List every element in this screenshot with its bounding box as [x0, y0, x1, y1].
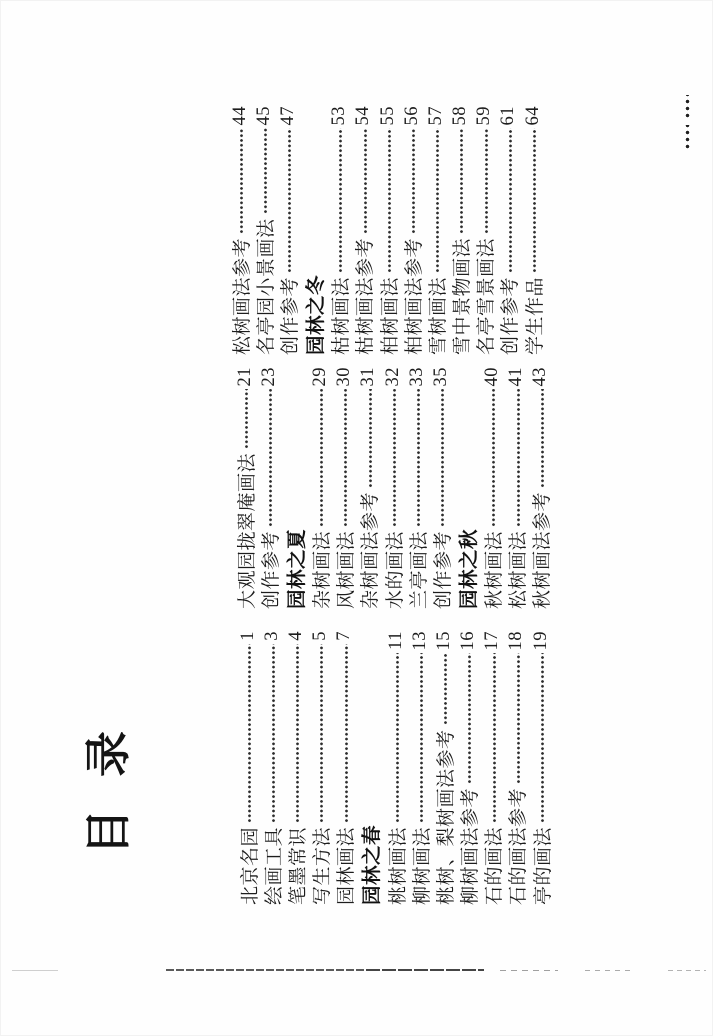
- toc-entry: [521, 106, 545, 355]
- leader-dots: [233, 390, 257, 449]
- toc-entry-label: 写生方法: [312, 826, 334, 905]
- toc-entry: [481, 631, 505, 905]
- toc-entry-page-number: 1: [237, 631, 258, 641]
- toc-entry-page-number: 35: [430, 367, 451, 387]
- toc-entry-page-number: 64: [522, 106, 543, 126]
- toc-entry: [424, 106, 448, 355]
- leader-dots: [424, 129, 448, 273]
- toc-entry-label: 创作参考: [260, 530, 282, 609]
- toc-entry-label: 名亭雪景画法: [476, 237, 498, 355]
- leader-dots: [276, 129, 300, 273]
- leader-dots: [236, 644, 260, 823]
- leader-dots: [333, 390, 357, 527]
- leader-dots: [408, 654, 432, 823]
- toc-column-1: [236, 631, 553, 905]
- toc-entry: [236, 631, 260, 905]
- toc-entry-page-number: 32: [382, 367, 403, 387]
- toc-entry: [457, 631, 481, 905]
- leader-dots: [333, 644, 357, 823]
- scan-line-segment: [500, 970, 558, 971]
- leader-dots: [328, 129, 352, 273]
- toc-entry: [505, 367, 529, 609]
- toc-entry-page-number: 33: [406, 367, 427, 387]
- toc-entry-label: 园林之秋: [459, 528, 480, 609]
- toc-entry: [309, 631, 333, 905]
- toc-entry: [505, 631, 529, 905]
- leader-dots: [400, 129, 424, 234]
- toc-entry-page-number: 61: [498, 106, 519, 126]
- toc-entry-label: 枯树画法参考: [355, 237, 377, 355]
- toc-entry: [405, 367, 429, 609]
- toc-entry-label: 石的画法参考: [508, 787, 530, 905]
- toc-entry: [381, 367, 405, 609]
- leader-dots: [497, 129, 521, 273]
- toc-entry-label: 绘画工具: [263, 826, 285, 905]
- toc-entry-page-number: 57: [425, 106, 446, 126]
- page-title: 目录: [83, 699, 134, 855]
- toc-entry-label: 创作参考: [279, 276, 301, 355]
- toc-entry: [328, 106, 352, 355]
- leader-dots: [384, 653, 408, 823]
- scan-line-segment: [166, 969, 364, 971]
- leader-dots: [257, 390, 281, 527]
- toc-entry: [529, 631, 553, 905]
- toc-entry-label: 笔墨常识: [287, 826, 309, 905]
- toc-entry-page-number: 44: [229, 106, 250, 126]
- toc-entry-page-number: 45: [253, 106, 274, 126]
- toc-entry-page-number: 11: [385, 631, 406, 650]
- leader-dots: [429, 390, 453, 527]
- toc-entry-label: 兰亭画法: [408, 530, 430, 609]
- toc-entry-page-number: 59: [474, 106, 495, 126]
- scan-line-segment: [585, 970, 633, 971]
- toc-section-header: [454, 367, 481, 609]
- toc-entry-page-number: 5: [310, 631, 331, 641]
- toc-entry: [284, 631, 308, 905]
- toc-entry: [400, 106, 424, 355]
- leader-dots: [473, 129, 497, 234]
- dot-segment: [685, 95, 690, 119]
- toc-entry-page-number: 29: [309, 367, 330, 387]
- toc-entry: [429, 367, 453, 609]
- toc-entry-label: 杂树画法: [311, 530, 333, 609]
- leader-dots: [405, 390, 429, 527]
- toc-entry: [432, 631, 456, 905]
- toc-entry-page-number: 17: [482, 631, 503, 651]
- toc-column-3: [228, 106, 545, 355]
- toc-entry-label: 杂树画法参考: [360, 491, 382, 609]
- leader-dots: [381, 390, 405, 527]
- toc-entry-page-number: 58: [450, 106, 471, 126]
- scan-line-segment: [668, 970, 706, 971]
- toc-entry-label: 风树画法: [336, 530, 358, 609]
- toc-entry-label: 名亭园小景画法: [255, 218, 277, 355]
- toc-entry-label: 学生作品: [524, 276, 546, 355]
- leader-dots: [357, 390, 381, 488]
- toc-entry-label: 柏树画法: [379, 276, 401, 355]
- leader-dots: [376, 129, 400, 273]
- toc-entry-page-number: 53: [329, 106, 350, 126]
- toc-entry-page-number: 40: [482, 367, 503, 387]
- toc-entry-page-number: 3: [261, 631, 282, 641]
- toc-entry: [308, 367, 332, 609]
- toc-entry-page-number: 47: [277, 106, 298, 126]
- toc-entry-page-number: 55: [377, 106, 398, 126]
- leader-dots: [432, 654, 456, 726]
- leader-dots: [284, 644, 308, 823]
- toc-entry-label: 园林之冬: [306, 274, 328, 355]
- toc-entry-label: 柳树画法: [411, 826, 433, 905]
- toc-entry-label: 雪中景物画法: [452, 237, 474, 355]
- toc-entry-page-number: 56: [401, 106, 422, 126]
- toc-entry-page-number: 15: [433, 631, 454, 651]
- toc-entry-page-number: 23: [258, 367, 279, 387]
- toc-entry-label: 桃树、梨树画法参考: [435, 729, 457, 905]
- leader-dots: [352, 129, 376, 234]
- toc-entry-page-number: 4: [285, 631, 306, 641]
- toc-entry-label: 柏树画法参考: [403, 237, 425, 355]
- toc-entry-page-number: 16: [458, 631, 479, 651]
- toc-entry-label: 水的画法: [384, 530, 406, 609]
- toc-entry-label: 石的画法: [484, 826, 506, 905]
- toc-entry: [260, 631, 284, 905]
- leader-dots: [228, 129, 252, 234]
- toc-entry: [233, 367, 257, 609]
- toc-entry-page-number: 41: [506, 367, 527, 387]
- toc-entry: [408, 631, 432, 905]
- toc-entry: [257, 367, 281, 609]
- toc-entry-page-number: 31: [358, 367, 379, 387]
- toc-entry-label: 雪树画法: [427, 276, 449, 355]
- toc-entry: [333, 367, 357, 609]
- leader-dots: [457, 654, 481, 784]
- toc-entry-label: 创作参考: [500, 276, 522, 355]
- leader-dots: [449, 129, 473, 234]
- toc-entry-page-number: 21: [234, 367, 255, 387]
- toc-entry-label: 大观园拢翠庵画法: [236, 452, 258, 609]
- toc-entry: [481, 367, 505, 609]
- leader-dots-artifact: [685, 95, 690, 150]
- toc-entry-page-number: 43: [530, 367, 551, 387]
- toc-entry-label: 园林之夏: [286, 528, 308, 609]
- toc-entry: [384, 631, 408, 905]
- leader-dots: [529, 390, 553, 488]
- toc-entry: [449, 106, 473, 355]
- toc-entry: [252, 106, 276, 355]
- leader-dots: [505, 654, 529, 784]
- toc-entry-label: 松树画法: [508, 530, 530, 609]
- toc-entry-label: 园林画法: [336, 826, 358, 905]
- toc-column-2: [233, 367, 553, 609]
- toc-entry: [228, 106, 252, 355]
- toc-entry-label: 创作参考: [432, 530, 454, 609]
- leader-dots: [521, 129, 545, 273]
- toc-entry-label: 松树画法参考: [231, 237, 253, 355]
- toc-entry-label: 秋树画法参考: [532, 491, 554, 609]
- toc-entry: [333, 631, 357, 905]
- toc-section-header: [357, 631, 384, 905]
- toc-entry: [497, 106, 521, 355]
- toc-entry: [357, 367, 381, 609]
- leader-dots: [481, 654, 505, 823]
- leader-dots: [481, 390, 505, 527]
- leader-dots: [308, 390, 332, 527]
- toc-entry: [352, 106, 376, 355]
- toc-entry-page-number: 19: [530, 631, 551, 651]
- toc-entry-page-number: 18: [506, 631, 527, 651]
- toc-entry-label: 亭的画法: [532, 826, 554, 905]
- toc-entry-page-number: 7: [334, 631, 355, 641]
- toc-entry-label: 园林之春: [362, 824, 384, 905]
- toc-entry-label: 北京名园: [239, 826, 261, 905]
- leader-dots: [309, 644, 333, 823]
- toc-entry-page-number: 30: [334, 367, 355, 387]
- toc-entry-label: 秋树画法: [484, 530, 506, 609]
- toc-entry-label: 枯树画法: [331, 276, 353, 355]
- leader-dots: [505, 390, 529, 527]
- leader-dots: [252, 129, 276, 215]
- scan-line-segment: [366, 969, 484, 971]
- toc-entry-label: 桃树画法: [387, 826, 409, 905]
- toc-entry: [473, 106, 497, 355]
- leader-dots: [260, 644, 284, 823]
- toc-entry: [276, 106, 300, 355]
- toc-section-header: [281, 367, 308, 609]
- leader-dots: [529, 654, 553, 823]
- toc-entry-page-number: 54: [353, 106, 374, 126]
- toc-entry: [529, 367, 553, 609]
- scan-line-segment: [12, 970, 58, 971]
- dot-segment: [685, 125, 690, 150]
- toc-entry-page-number: 13: [409, 631, 430, 651]
- toc-entry: [376, 106, 400, 355]
- toc-entry-label: 柳树画法参考: [460, 787, 482, 905]
- toc-section-header: [301, 106, 328, 355]
